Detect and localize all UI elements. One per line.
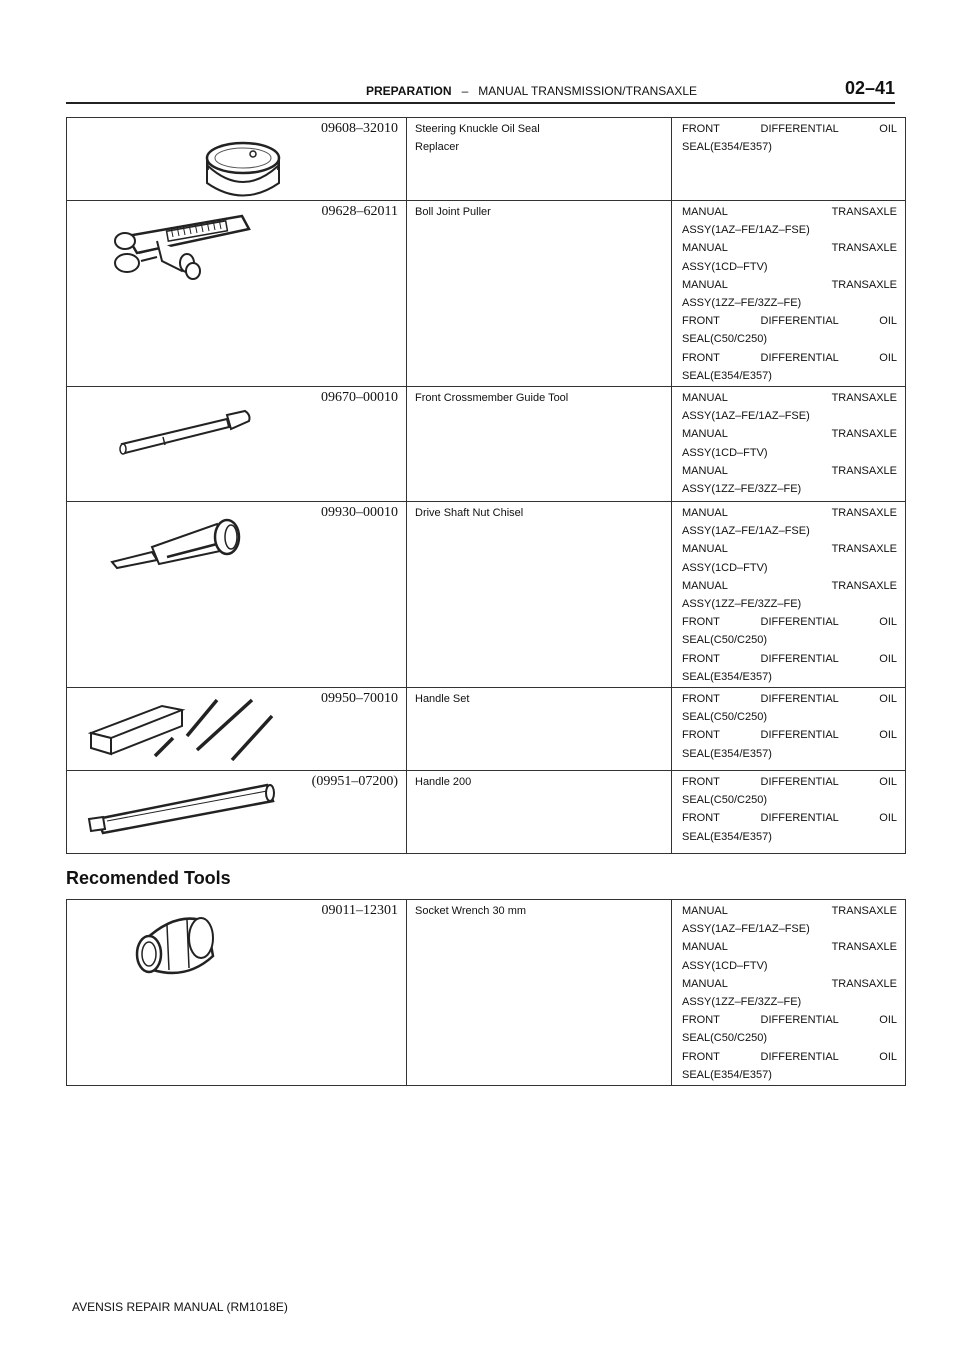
application-line: FRONT DIFFERENTIAL OIL bbox=[682, 1014, 897, 1027]
table-row bbox=[67, 387, 906, 502]
tool-name-cell bbox=[407, 900, 672, 1086]
application-line: FRONT DIFFERENTIAL OIL bbox=[682, 351, 897, 364]
application-line: FRONT DIFFERENTIAL OIL bbox=[682, 1050, 897, 1063]
illustration-cell bbox=[67, 688, 407, 771]
application-line: SEAL(C50/C250) bbox=[682, 1032, 767, 1045]
part-number: 09670–00010 bbox=[321, 390, 398, 405]
application-line: MANUAL TRANSAXLE bbox=[682, 278, 897, 291]
application-cell bbox=[672, 201, 906, 387]
table-row bbox=[67, 502, 906, 688]
application-line: MANUAL TRANSAXLE bbox=[682, 392, 897, 404]
tool-name: Replacer bbox=[415, 141, 460, 153]
application-line: ASSY(1ZZ–FE/3ZZ–FE) bbox=[682, 996, 802, 1009]
application-cell bbox=[672, 387, 906, 502]
part-number: 09930–00010 bbox=[321, 505, 398, 520]
table-row bbox=[67, 688, 906, 771]
page-header bbox=[66, 78, 895, 102]
application-line: SEAL(C50/C250) bbox=[682, 333, 767, 346]
sst-table bbox=[66, 117, 906, 854]
application-line: ASSY(1ZZ–FE/3ZZ–FE) bbox=[682, 483, 802, 496]
application-line: MANUAL TRANSAXLE bbox=[682, 206, 897, 218]
application-line: SEAL(E354/E357) bbox=[682, 747, 772, 760]
illustration-cell bbox=[67, 118, 407, 201]
application-line: ASSY(1ZZ–FE/3ZZ–FE) bbox=[682, 598, 802, 611]
tool-name-cell bbox=[407, 688, 672, 771]
table-row bbox=[67, 118, 906, 201]
illustration-cell bbox=[67, 900, 407, 1086]
header-subtitle: MANUAL TRANSMISSION/TRANSAXLE bbox=[478, 84, 697, 98]
illustration-cell bbox=[67, 502, 407, 688]
illustration-cell bbox=[67, 387, 407, 502]
application-line: SEAL(C50/C250) bbox=[682, 634, 767, 647]
recommended-tools-heading: Recomended Tools bbox=[66, 868, 231, 888]
application-line: MANUAL TRANSAXLE bbox=[682, 242, 897, 255]
socket-wrench-icon bbox=[67, 900, 406, 1086]
tool-name: Handle Set bbox=[415, 693, 470, 705]
illustration-cell bbox=[67, 771, 407, 854]
application-line: MANUAL TRANSAXLE bbox=[682, 543, 897, 556]
table-row bbox=[67, 201, 906, 387]
recommended-table bbox=[66, 899, 906, 1086]
application-line: SEAL(E354/E357) bbox=[682, 369, 772, 382]
application-line: FRONT DIFFERENTIAL OIL bbox=[682, 616, 897, 629]
application-line: FRONT DIFFERENTIAL OIL bbox=[682, 693, 897, 705]
application-line: ASSY(1AZ–FE/1AZ–FSE) bbox=[682, 923, 810, 936]
application-line: SEAL(C50/C250) bbox=[682, 711, 767, 724]
header-title bbox=[366, 84, 846, 98]
tool-name: Drive Shaft Nut Chisel bbox=[415, 507, 524, 519]
header-separator: – bbox=[461, 84, 469, 98]
ball-joint-puller-icon bbox=[67, 201, 406, 387]
application-line: SEAL(E354/E357) bbox=[682, 830, 772, 843]
part-number: 09608–32010 bbox=[321, 121, 398, 136]
application-line: MANUAL TRANSAXLE bbox=[682, 507, 897, 519]
tool-name: Front Crossmember Guide Tool bbox=[415, 392, 569, 404]
page-number: 02–41 bbox=[844, 78, 895, 98]
application-line: MANUAL TRANSAXLE bbox=[682, 977, 897, 990]
application-line: ASSY(1CD–FTV) bbox=[682, 446, 768, 459]
application-line: FRONT DIFFERENTIAL OIL bbox=[682, 729, 897, 742]
part-number: (09951–07200) bbox=[311, 774, 398, 789]
application-line: MANUAL TRANSAXLE bbox=[682, 905, 897, 917]
application-line: SEAL(E354/E357) bbox=[682, 141, 772, 154]
application-line: FRONT DIFFERENTIAL OIL bbox=[682, 776, 897, 788]
tool-name-cell bbox=[407, 201, 672, 387]
part-number: 09628–62011 bbox=[321, 204, 398, 219]
header-rule bbox=[66, 102, 895, 104]
application-line: FRONT DIFFERENTIAL OIL bbox=[682, 812, 897, 825]
application-line: MANUAL TRANSAXLE bbox=[682, 428, 897, 441]
application-line: ASSY(1AZ–FE/1AZ–FSE) bbox=[682, 224, 810, 237]
table-row bbox=[67, 900, 906, 1086]
tool-name: Steering Knuckle Oil Seal bbox=[415, 123, 540, 135]
application-line: ASSY(1CD–FTV) bbox=[682, 260, 768, 273]
tool-name-cell bbox=[407, 387, 672, 502]
tool-name-cell bbox=[407, 502, 672, 688]
header-section: PREPARATION bbox=[366, 84, 452, 98]
application-cell bbox=[672, 900, 906, 1086]
tool-name: Boll Joint Puller bbox=[415, 206, 491, 218]
tool-name: Handle 200 bbox=[415, 776, 472, 788]
application-line: FRONT DIFFERENTIAL OIL bbox=[682, 315, 897, 328]
application-line: FRONT DIFFERENTIAL OIL bbox=[682, 123, 897, 135]
chisel-icon bbox=[67, 502, 406, 688]
application-line: MANUAL TRANSAXLE bbox=[682, 579, 897, 592]
application-line: FRONT DIFFERENTIAL OIL bbox=[682, 652, 897, 665]
application-cell bbox=[672, 771, 906, 854]
application-line: SEAL(C50/C250) bbox=[682, 794, 767, 807]
application-line: MANUAL TRANSAXLE bbox=[682, 941, 897, 954]
part-number: 09950–70010 bbox=[321, 691, 398, 706]
application-line: ASSY(1CD–FTV) bbox=[682, 561, 768, 574]
application-line: ASSY(1AZ–FE/1AZ–FSE) bbox=[682, 525, 810, 538]
application-line: ASSY(1CD–FTV) bbox=[682, 959, 768, 972]
tool-name: Socket Wrench 30 mm bbox=[415, 905, 527, 917]
application-line: ASSY(1AZ–FE/1AZ–FSE) bbox=[682, 410, 810, 423]
application-line: SEAL(E354/E357) bbox=[682, 1068, 772, 1081]
tool-name-cell bbox=[407, 118, 672, 201]
application-line: MANUAL TRANSAXLE bbox=[682, 464, 897, 477]
tool-name-cell bbox=[407, 771, 672, 854]
application-line: ASSY(1ZZ–FE/3ZZ–FE) bbox=[682, 297, 802, 310]
table-row bbox=[67, 771, 906, 854]
application-cell bbox=[672, 502, 906, 688]
illustration-cell bbox=[67, 201, 407, 387]
application-line: SEAL(E354/E357) bbox=[682, 670, 772, 683]
application-cell bbox=[672, 688, 906, 771]
page-footer: AVENSIS REPAIR MANUAL (RM1018E) bbox=[72, 1300, 288, 1314]
application-cell bbox=[672, 118, 906, 201]
part-number: 09011–12301 bbox=[321, 903, 398, 918]
